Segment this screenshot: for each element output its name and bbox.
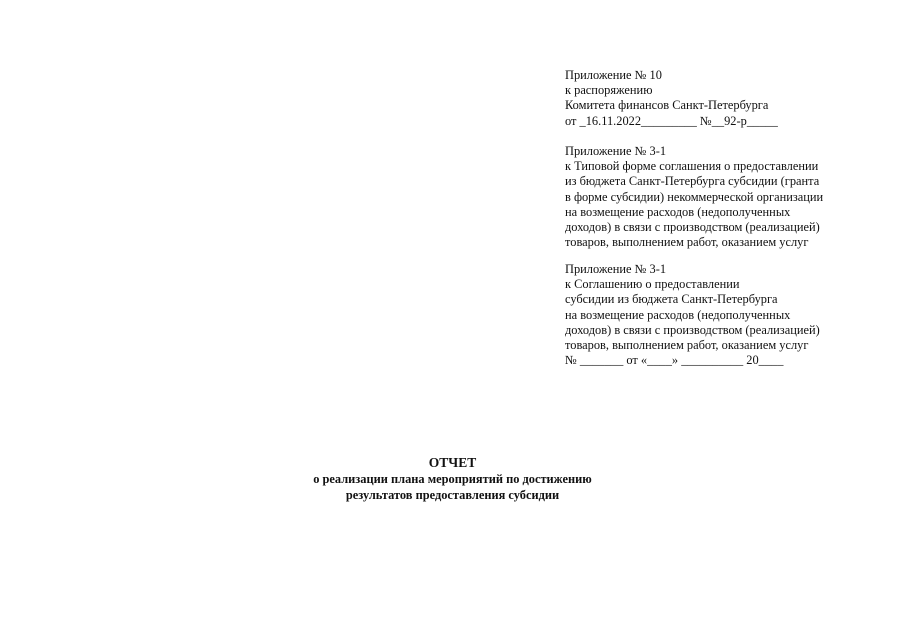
appendix-10-date-number: от _16.11.2022_________ №__92-р_____	[565, 113, 778, 128]
report-title: ОТЧЕТ	[428, 455, 477, 470]
appendix-3-1-typical-line: доходов) в связи с производством (реализацией)	[565, 220, 820, 235]
appendix-3-1-agreement-line: Приложение № 3-1	[565, 262, 667, 276]
appendix-3-1-typical-form-header	[565, 144, 823, 250]
appendix-3-1-agreement-line: субсидии из бюджета Санкт-Петербурга	[565, 292, 778, 307]
appendix-10-line: к распоряжению	[565, 83, 653, 98]
appendix-10-line: Комитета финансов Санкт-Петербурга	[565, 98, 769, 113]
appendix-3-1-typical-line: в форме субсидии) некоммерческой организации	[565, 189, 824, 204]
report-subtitle-line: результатов предоставления субсидии	[345, 488, 560, 502]
report-title-block	[0, 454, 905, 503]
appendix-3-1-agreement-line: на возмещение расходов (недополученных	[565, 307, 791, 322]
appendix-3-1-agreement-number-date: № _______ от «____» __________ 20____	[565, 353, 784, 368]
appendix-3-1-typical-line: к Типовой форме соглашения о предоставлении	[565, 159, 819, 174]
appendix-10-header	[565, 68, 778, 129]
appendix-3-1-typical-line: Приложение № 3-1	[565, 144, 667, 158]
appendix-3-1-agreement-line: доходов) в связи с производством (реализацией)	[565, 322, 820, 337]
appendix-3-1-typical-line: из бюджета Санкт-Петербурга субсидии (гранта	[565, 174, 820, 189]
appendix-3-1-agreement-line: к Соглашению о предоставлении	[565, 277, 740, 292]
appendix-10-line: Приложение № 10	[565, 68, 662, 82]
appendix-3-1-agreement-header	[565, 262, 820, 368]
appendix-3-1-typical-line: товаров, выполнением работ, оказанием услуг	[565, 235, 809, 250]
appendix-3-1-agreement-line: товаров, выполнением работ, оказанием услуг	[565, 338, 809, 353]
appendix-3-1-typical-line: на возмещение расходов (недополученных	[565, 204, 791, 219]
report-subtitle-line: о реализации плана мероприятий по достижению	[313, 472, 592, 486]
